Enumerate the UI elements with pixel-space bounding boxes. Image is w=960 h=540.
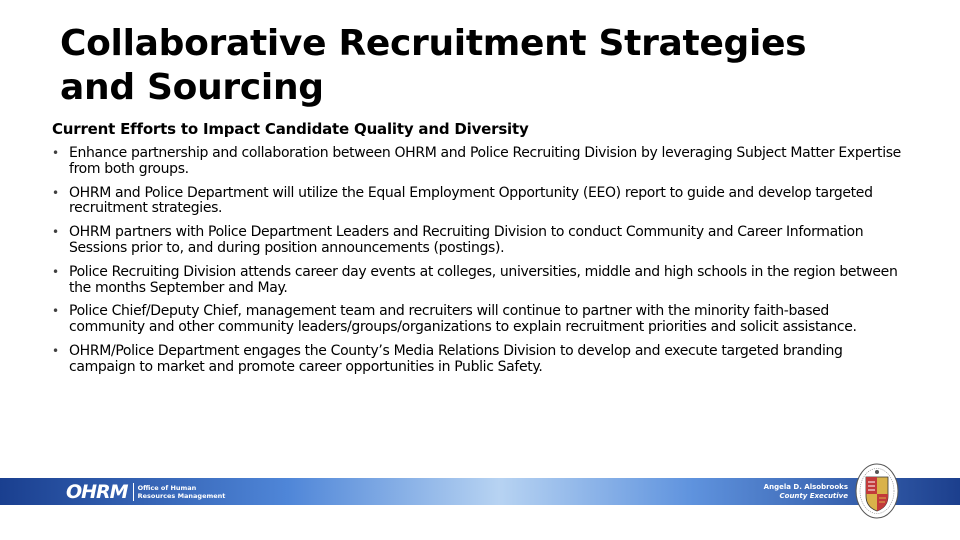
bullet-text: OHRM partners with Police Department Leaders and Recruiting Division to conduct Community and Career Information Sessions prior to, and during position announcements (postings). — [69, 224, 864, 256]
ohrm-logo-line-2: Resources Management — [137, 491, 226, 500]
bullet-glyph: • — [52, 264, 59, 279]
slide-subtitle: Current Efforts to Impact Candidate Quality and Diversity — [52, 120, 529, 138]
bullet-item — [52, 146, 902, 178]
slide-title — [60, 22, 920, 110]
bullet-text: Enhance partnership and collaboration between OHRM and Police Recruiting Division by leveraging Subject Matter Expertise from both groups. — [69, 145, 901, 177]
bullet-item — [52, 304, 902, 336]
bullet-glyph: • — [52, 146, 59, 160]
ohrm-logo-text — [138, 484, 226, 500]
bullet-item — [52, 186, 902, 218]
bullet-text: OHRM/Police Department engages the County’s Media Relations Division to develop and execute targeted branding campaign to market and promote career opportunities in Public Safety. — [69, 342, 843, 375]
ohrm-logo — [66, 480, 225, 503]
bullet-text: OHRM and Police Department will utilize the Equal Employment Opportunity (EEO) report to guide and develop targeted recruitment strategies. — [69, 184, 873, 217]
bullet-glyph: • — [52, 185, 59, 200]
bullet-text: Police Chief/Deputy Chief, management team and recruiters will continue to partner with the minority faith-based community and other community leaders/groups/organizations to explain recruitment priorities and solicit assistance. — [69, 303, 857, 336]
ohrm-logo-line-1: Office of Human — [137, 483, 197, 492]
slide-title-line-2: and Sourcing — [60, 67, 324, 108]
bullet-glyph: • — [52, 343, 59, 358]
bullet-glyph: • — [52, 225, 59, 240]
bullet-item — [52, 225, 902, 257]
bullet-list — [52, 146, 902, 384]
ohrm-logo-letters: OHRM — [66, 480, 128, 503]
bullet-glyph: • — [52, 304, 59, 319]
county-executive-title: County Executive — [779, 491, 848, 500]
bullet-item — [52, 344, 902, 376]
county-seal-icon — [854, 462, 900, 520]
slide-title-line-1: Collaborative Recruitment Strategies — [60, 23, 807, 64]
bullet-item — [52, 265, 902, 297]
footer-bar — [0, 478, 960, 505]
county-executive-name: Angela D. Alsobrooks — [763, 483, 848, 491]
county-executive-block — [764, 483, 848, 500]
bullet-text: Police Recruiting Division attends career day events at colleges, universities, middle and high schools in the region between the months September and May. — [69, 263, 898, 296]
logo-divider — [133, 483, 134, 501]
